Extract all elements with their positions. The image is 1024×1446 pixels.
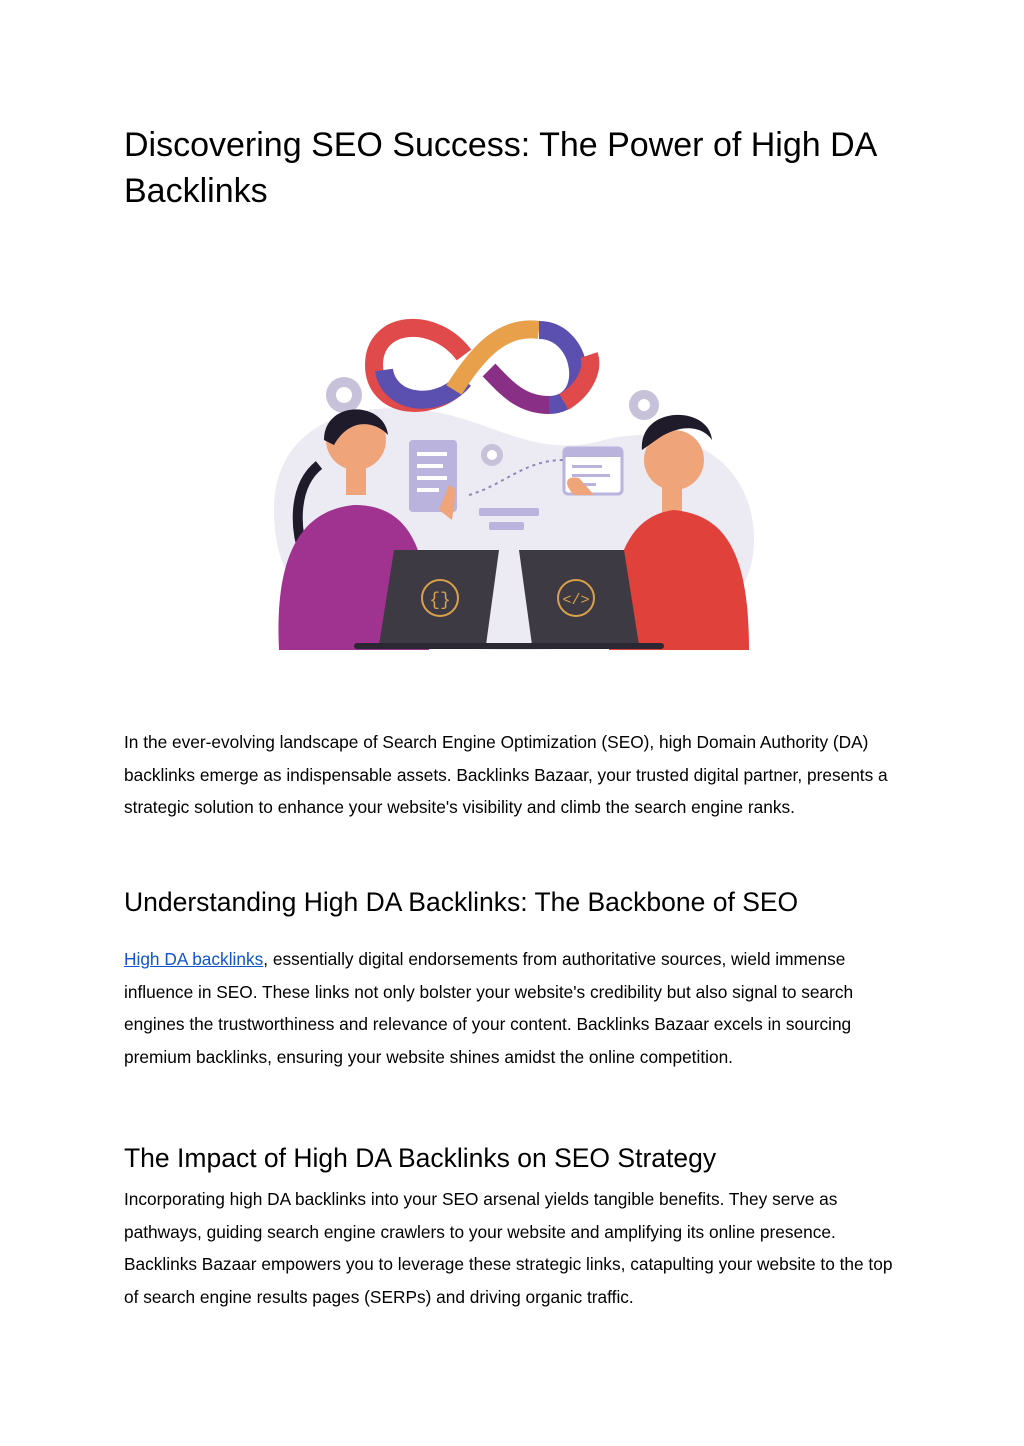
section-body-understanding (124, 943, 904, 1073)
laptop-left (379, 550, 499, 645)
high-da-backlinks-link[interactable]: High DA backlinks (124, 949, 264, 969)
intro-paragraph: In the ever-evolving landscape of Search Engine Optimization (SEO), high Domain Authority (DA) backlinks emerge as indispensable assets. Backlinks Bazaar, your trusted digital partner, presents a strategic solution to enhance your website's visibility and climb the search engine ranks. (124, 732, 888, 817)
seo-collaboration-illustration (264, 310, 764, 660)
infinity-loop-icon (374, 328, 590, 405)
section-body-understanding-text: , essentially digital endorsements from authoritative sources, wield immense influence in SEO. These links not only bolster your website's credibility but also signal to search engines the trustworthiness and relevance of your content. Backlinks Bazaar excels in sourcing premium backlinks, ensuring your website shines amidst the online competition. (124, 949, 854, 1067)
section-heading-understanding: Understanding High DA Backlinks: The Backbone of SEO (124, 887, 799, 917)
laptop-right (519, 550, 639, 645)
svg-text:</>: </> (562, 592, 590, 609)
section-body-impact: Incorporating high DA backlinks into your SEO arsenal yields tangible benefits. They serve as pathways, guiding search engine crawlers to your website and amplifying its online presence. Backlinks Bazaar empowers you to leverage these strategic links, catapulting your website to the top of search engine results pages (SERPs) and driving organic traffic. (124, 1189, 893, 1307)
section-heading-impact: The Impact of High DA Backlinks on SEO Strategy (124, 1143, 717, 1173)
svg-text:{}: {} (429, 591, 451, 611)
document-title: Discovering SEO Success: The Power of High DA Backlinks (124, 126, 876, 210)
